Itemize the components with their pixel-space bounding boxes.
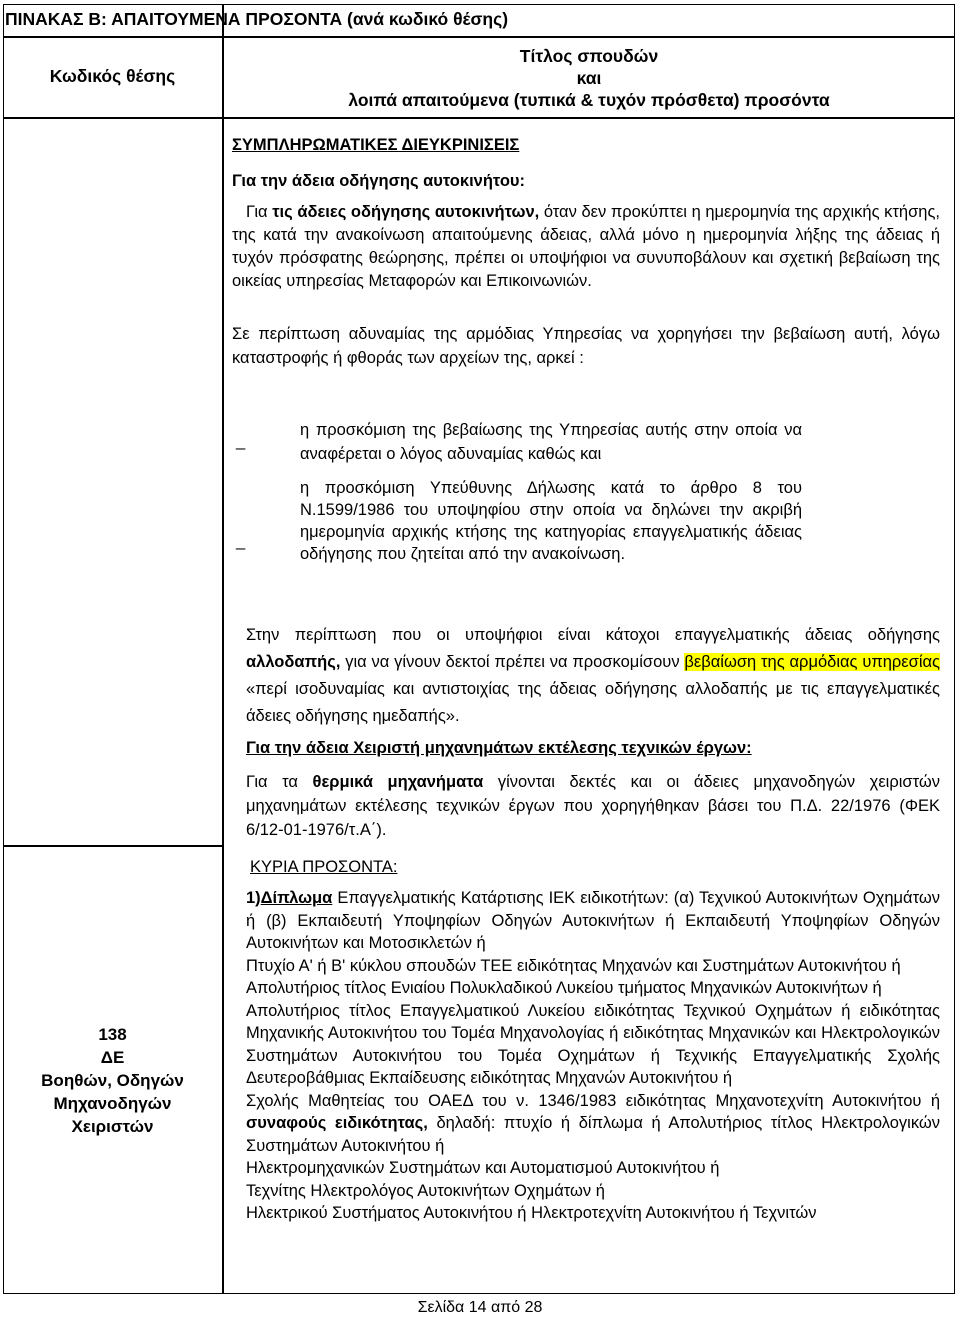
position-code: 138 bbox=[98, 1025, 127, 1044]
main-qualifications-text bbox=[246, 887, 940, 1225]
item-bold: Δίπλωμα bbox=[260, 889, 333, 907]
line5-bold: συναφούς ειδικότητας, bbox=[246, 1114, 428, 1132]
p3-b: για να γίνουν δεκτοί πρέπει να προσκομίσουν bbox=[340, 653, 685, 671]
position-category: ΔΕ bbox=[100, 1048, 125, 1067]
qualifications-column-header bbox=[224, 45, 954, 111]
qual-line-4: Απολυτήριος τίτλος Επαγγελματικού Λυκείου ειδικότητας Τεχνικού Οχημάτων ή ειδικότητας Μηχανικής Αυτοκινήτου του Τομέα Μηχανολογίας ή ειδικότητας Μηχανικών και Ηλεκτρολογικών Συστημάτων Αυτοκινήτου του Τομέα Οχημάτων ή Τεχνικής Επαγγελματικής Σχολής Δευτεροβάθμιας Εκπαίδευσης ειδικότητας Μηχανών Αυτοκινήτου ή bbox=[246, 1001, 940, 1087]
header-line-2: και bbox=[576, 68, 602, 88]
p4-a: Για τα bbox=[246, 773, 313, 791]
header-divider bbox=[3, 117, 955, 119]
p3-highlight: βεβαίωση της αρμόδιας υπηρεσίας bbox=[684, 653, 940, 671]
p3-bold: αλλοδαπής, bbox=[246, 653, 341, 671]
table-title: ΠΙΝΑΚΑΣ Β: ΑΠΑΙΤΟΥΜΕΝΑ ΠΡΟΣΟΝΤΑ (ανά κωδικό θέσης) bbox=[5, 9, 509, 29]
qual-line-2: Πτυχίο Α' ή Β' κύκλου σπουδών ΤΕΕ ειδικότητας Μηχανών και Συστημάτων Αυτοκινήτου ή bbox=[246, 956, 901, 975]
p3-a: Στην περίπτωση που οι υποψήφιοι είναι κάτοχοι επαγγελματικής άδειας οδήγησης bbox=[246, 626, 940, 644]
header-line-1: Τίτλος σπουδών bbox=[519, 46, 659, 66]
line5-a: Σχολής Μαθητείας του ΟΑΕΔ του ν. 1346/1983 ειδικότητας Μηχανοτεχνίτη Αυτοκινήτου ή bbox=[246, 1091, 940, 1110]
item-number: 1) bbox=[246, 889, 261, 907]
qual-line-5 bbox=[246, 1090, 940, 1158]
p4-b: γίνονται δεκτές και οι άδειες μηχανοδηγών χειριστών μηχανημάτων εκτέλεσης τεχνικών έργων που χορηγήθηκαν βάσει του Π.Δ. 22/1976 (ΦΕΚ 6/12-01-1976/τ.Α΄). bbox=[246, 773, 941, 839]
row-divider bbox=[3, 845, 223, 847]
p1-post: όταν δεν προκύπτει η ημερομηνία της αρχικής κτήσης, της κατά την ανακοίνωση απαιτούμενης άδειας, αλλά μόνο η ημερομηνία λήξης της άδειας ή τυχόν πρόσφατης θεώρησης, πρέπει οι υποψήφιοι να συνυποβάλουν και σχετική βεβαίωση της οικείας υπηρεσίας Μεταφορών και Επικοινωνιών. bbox=[232, 203, 940, 290]
paragraph-car-license bbox=[232, 201, 940, 293]
p1-bold: τις άδειες οδήγησης αυτοκινήτων, bbox=[272, 203, 540, 221]
main-qualifications-heading: ΚΥΡΙΑ ΠΡΟΣΟΝΤΑ: bbox=[250, 858, 398, 876]
paragraph-inability: Σε περίπτωση αδυναμίας της αρμόδιας Υπηρεσίας να χορηγήσει την βεβαίωση αυτή, λόγω καταστροφής ή φθοράς των αρχείων της, αρκεί : bbox=[232, 325, 940, 367]
dash-marker-2: _ bbox=[236, 532, 246, 550]
title-divider bbox=[3, 36, 955, 38]
supplementary-heading: ΣΥΜΠΛΗΡΩΜΑΤΙΚΕΣ ΔΙΕΥΚΡΙΝΙΣΕΙΣ bbox=[232, 136, 520, 154]
p1-pre: Για bbox=[246, 203, 273, 221]
qual-line-6: Ηλεκτρομηχανικών Συστημάτων και Αυτοματισμού Αυτοκινήτου ή bbox=[246, 1159, 720, 1177]
column-divider bbox=[222, 4, 224, 1294]
qual-item-1 bbox=[246, 887, 940, 955]
code-column-header: Κωδικός θέσης bbox=[49, 66, 176, 86]
page-footer: Σελίδα 14 από 28 bbox=[417, 1299, 543, 1316]
qual-line-3: Απολυτήριος τίτλος Ενιαίου Πολυκλαδικού Λυκείου τμήματος Μηχανικών Αυτοκινήτων ή bbox=[246, 979, 882, 997]
line5-b: δηλαδή: πτυχίο ή δίπλωμα ή Απολυτήριος τίτλος Ηλεκτρολογικών Συστημάτων Αυτοκινήτου ή bbox=[246, 1114, 941, 1155]
operator-license-heading: Για την άδεια Χειριστή μηχανημάτων εκτέλεσης τεχνικών έργων: bbox=[246, 739, 752, 757]
position-code-cell bbox=[3, 1023, 222, 1138]
p3-c: «περί ισοδυναμίας και αντιστοιχίας της άδειας οδήγησης αλλοδαπής με τις επαγγελματικές άδειες οδήγησης ημεδαπής». bbox=[246, 680, 940, 725]
p4-bold: θερμικά μηχανήματα bbox=[312, 773, 484, 791]
position-name-line-2: Μηχανοδηγών bbox=[53, 1094, 172, 1113]
item-text: Επαγγελματικής Κατάρτισης ΙΕΚ ειδικοτήτων: (α) Τεχνικού Αυτοκινήτων Οχημάτων ή (β) Εκπαιδευτή Υποψηφίων Οδηγών Αυτοκινήτων ή Εκπαιδευτή Υποψηφίων Οδηγών Αυτοκινήτων και Μοτοσικλετών ή bbox=[246, 889, 940, 952]
position-name-line-3: Χειριστών bbox=[71, 1117, 154, 1136]
qual-line-7: Τεχνίτης Ηλεκτρολόγος Αυτοκινήτων Οχημάτων ή bbox=[246, 1181, 605, 1200]
car-license-heading: Για την άδεια οδήγησης αυτοκινήτου: bbox=[232, 172, 525, 190]
paragraph-foreign-license bbox=[246, 622, 940, 730]
bullet-item-2: η προσκόμιση Υπεύθυνης Δήλωσης κατά το άρθρο 8 του Ν.1599/1986 του υποψηφίου στην οποία να δηλώνει την ακριβή ημερομηνία αρχικής κτήσης της κατηγορίας επαγγελματικής άδειας οδήγησης που ζητείται από την ανακοίνωση. bbox=[300, 479, 802, 563]
qual-line-8: Ηλεκτρικού Συστήματος Αυτοκινήτου ή Ηλεκτροτεχνίτη Αυτοκινήτου ή Τεχνιτών bbox=[246, 1204, 817, 1222]
paragraph-operator-license bbox=[246, 770, 940, 842]
header-line-3: λοιπά απαιτούμενα (τυπικά & τυχόν πρόσθετα) προσόντα bbox=[348, 90, 830, 110]
bullet-item-1: η προσκόμιση της βεβαίωσης της Υπηρεσίας αυτής στην οποία να αναφέρεται ο λόγος αδυναμίας καθώς και bbox=[300, 421, 802, 463]
dash-marker-1: _ bbox=[236, 432, 246, 450]
position-name-line-1: Βοηθών, Οδηγών bbox=[41, 1071, 184, 1090]
